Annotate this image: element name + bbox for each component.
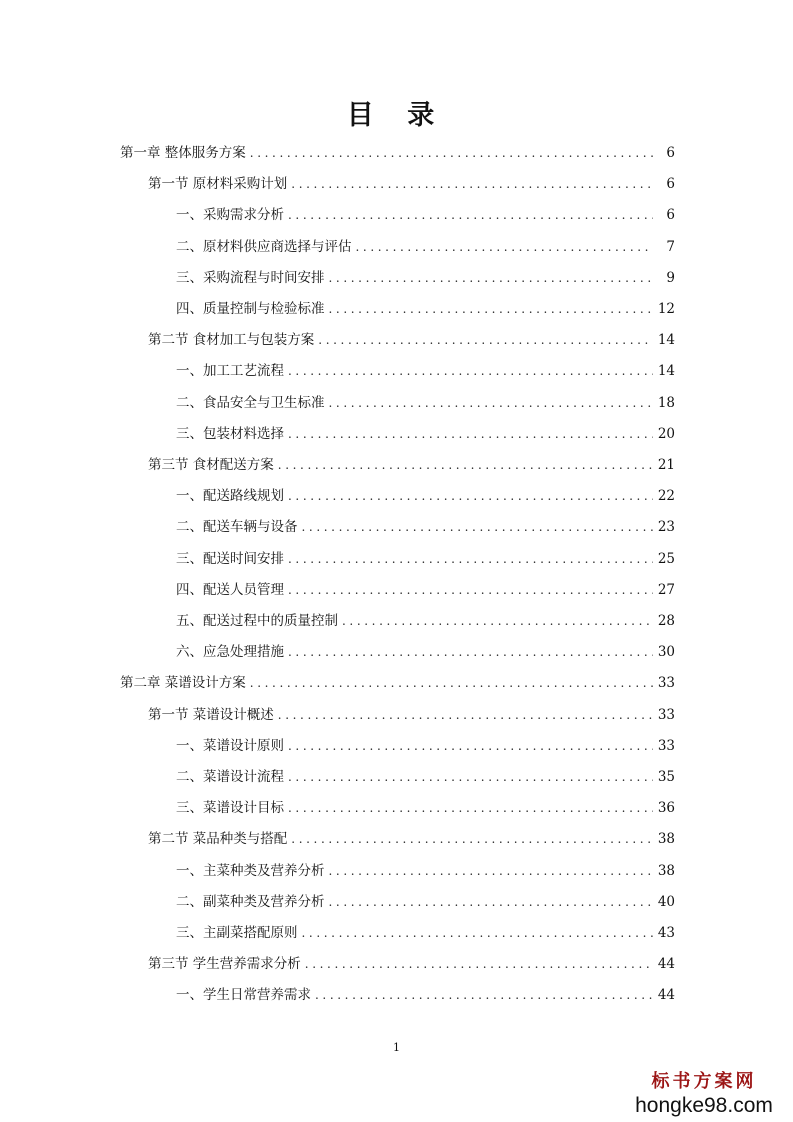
toc-entry-page: 9: [666, 270, 675, 286]
toc-entry-page: 14: [657, 332, 675, 348]
toc-entry-title: 第二节 食材加工与包装方案: [148, 332, 315, 348]
toc-entry[interactable]: [148, 450, 675, 481]
toc-entry-title: 六、应急处理措施: [176, 644, 284, 660]
toc-entry-page: 12: [657, 301, 675, 317]
toc-entry-page: 27: [657, 582, 675, 598]
toc-dot-leader: [288, 481, 653, 512]
toc-dot-leader: [291, 169, 653, 200]
toc-entry-title: 一、采购需求分析: [176, 207, 284, 223]
toc-entry-title: 二、副菜种类及营养分析: [176, 894, 325, 910]
toc-entry[interactable]: [176, 200, 675, 231]
toc-entry-title: 一、学生日常营养需求: [176, 987, 311, 1003]
toc-entry[interactable]: [176, 637, 675, 668]
toc-entry[interactable]: [176, 575, 675, 606]
toc-dot-leader: [278, 700, 653, 731]
toc-dot-leader: [288, 544, 653, 575]
toc-dot-leader: [329, 887, 654, 918]
toc-entry-page: 44: [657, 956, 675, 972]
toc-dot-leader: [342, 606, 653, 637]
toc-entry-title: 一、菜谱设计原则: [176, 738, 284, 754]
toc-entry-page: 23: [657, 519, 675, 535]
toc-entry-title: 四、质量控制与检验标准: [176, 301, 325, 317]
toc-entry-title: 第三节 食材配送方案: [148, 457, 274, 473]
toc-entry[interactable]: [148, 169, 675, 200]
toc-entry-page: 38: [657, 863, 675, 879]
toc-dot-leader: [329, 388, 654, 419]
toc-entry-title: 第三节 学生营养需求分析: [148, 956, 301, 972]
toc-entry-page: 38: [657, 831, 675, 847]
toc-entry[interactable]: [176, 731, 675, 762]
toc-entry-title: 二、原材料供应商选择与评估: [176, 239, 352, 255]
toc-entry-page: 6: [666, 176, 675, 192]
toc-entry-title: 一、加工工艺流程: [176, 363, 284, 379]
toc-entry-title: 三、包装材料选择: [176, 426, 284, 442]
toc-entry-page: 21: [657, 457, 675, 473]
toc-entry-page: 36: [657, 800, 675, 816]
toc-entry[interactable]: [176, 388, 675, 419]
toc-dot-leader: [329, 856, 654, 887]
toc-entry-title: 三、主副菜搭配原则: [176, 925, 298, 941]
toc-entry[interactable]: [176, 419, 675, 450]
toc-entry-title: 三、配送时间安排: [176, 551, 284, 567]
toc-dot-leader: [250, 138, 653, 169]
toc-dot-leader: [250, 668, 653, 699]
toc-entry-page: 30: [657, 644, 675, 660]
toc-dot-leader: [329, 294, 654, 325]
toc-dot-leader: [288, 575, 653, 606]
toc-entry-page: 14: [657, 363, 675, 379]
toc-entry[interactable]: [148, 325, 675, 356]
toc-entry-title: 一、主菜种类及营养分析: [176, 863, 325, 879]
toc-dot-leader: [288, 200, 653, 231]
toc-dot-leader: [318, 325, 653, 356]
toc-dot-leader: [288, 793, 653, 824]
toc-dot-leader: [302, 512, 654, 543]
toc-entry-page: 33: [657, 738, 675, 754]
toc-entry[interactable]: [148, 824, 675, 855]
toc-dot-leader: [278, 450, 653, 481]
toc-entry-page: 18: [657, 395, 675, 411]
toc-entry[interactable]: [176, 918, 675, 949]
toc-entry-title: 五、配送过程中的质量控制: [176, 613, 338, 629]
toc-entry-title: 二、菜谱设计流程: [176, 769, 284, 785]
site-watermark: [629, 1073, 779, 1116]
toc-entry-title: 第一节 原材料采购计划: [148, 176, 288, 192]
toc-dot-leader: [288, 637, 653, 668]
toc-entry[interactable]: [176, 606, 675, 637]
watermark-title: 标书方案网: [651, 1071, 757, 1092]
toc-entry[interactable]: [176, 793, 675, 824]
toc-entry[interactable]: [148, 700, 675, 731]
toc-entry-page: 35: [657, 769, 675, 785]
toc-dot-leader: [315, 980, 653, 1011]
toc-heading: 目 录: [346, 100, 447, 131]
toc-entry-page: 20: [657, 426, 675, 442]
toc-entry-title: 二、食品安全与卫生标准: [176, 395, 325, 411]
toc-dot-leader: [305, 949, 653, 980]
toc-entry[interactable]: [176, 294, 675, 325]
toc-entry-page: 40: [657, 894, 675, 910]
toc-entry-page: 22: [657, 488, 675, 504]
toc-dot-leader: [288, 731, 653, 762]
toc-entry-page: 33: [657, 707, 675, 723]
toc-dot-leader: [356, 232, 654, 263]
toc-entry-page: 28: [657, 613, 675, 629]
toc-entry[interactable]: [176, 481, 675, 512]
toc-entry[interactable]: [176, 512, 675, 543]
watermark-url: hongke98.com: [635, 1094, 773, 1117]
toc-entry-title: 二、配送车辆与设备: [176, 519, 298, 535]
toc-entry-title: 第一节 菜谱设计概述: [148, 707, 274, 723]
toc-entry[interactable]: [176, 980, 675, 1011]
toc-entry-page: 25: [657, 551, 675, 567]
toc-entry-page: 44: [657, 987, 675, 1003]
toc-entry[interactable]: [176, 356, 675, 387]
toc-entry-title: 第一章 整体服务方案: [120, 145, 246, 161]
toc-entry[interactable]: [176, 856, 675, 887]
toc-dot-leader: [291, 824, 653, 855]
toc-entry-page: 6: [666, 207, 675, 223]
toc-dot-leader: [288, 762, 653, 793]
toc-entry-page: 33: [657, 675, 675, 691]
toc-entry[interactable]: [176, 263, 675, 294]
toc-entry[interactable]: [148, 949, 675, 980]
toc-dot-leader: [329, 263, 654, 294]
toc-entry-page: 7: [666, 239, 675, 255]
toc-entry[interactable]: [176, 887, 675, 918]
page-number: 1: [393, 1041, 400, 1054]
toc-dot-leader: [288, 356, 653, 387]
toc-dot-leader: [302, 918, 654, 949]
toc-entry-title: 一、配送路线规划: [176, 488, 284, 504]
toc-entry[interactable]: [176, 762, 675, 793]
toc-entry-title: 第二节 菜品种类与搭配: [148, 831, 288, 847]
toc-entry-title: 第二章 菜谱设计方案: [120, 675, 246, 691]
toc-entry-page: 6: [666, 145, 675, 161]
toc-entry-title: 三、采购流程与时间安排: [176, 270, 325, 286]
toc-entry[interactable]: [176, 232, 675, 263]
toc-entry[interactable]: [120, 138, 675, 169]
toc-entry-page: 43: [657, 925, 675, 941]
toc-entry-title: 四、配送人员管理: [176, 582, 284, 598]
toc-entry[interactable]: [120, 668, 675, 699]
toc-dot-leader: [288, 419, 653, 450]
toc-entry[interactable]: [176, 544, 675, 575]
toc-entry-title: 三、菜谱设计目标: [176, 800, 284, 816]
